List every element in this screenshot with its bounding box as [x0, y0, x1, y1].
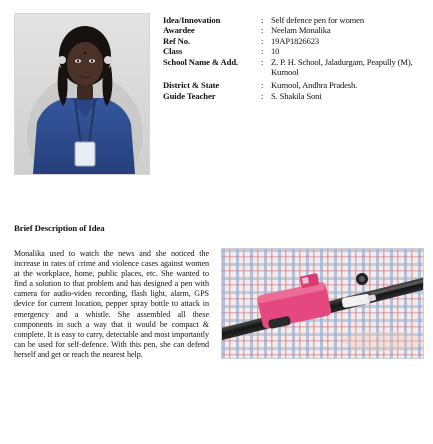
detail-label: Awardee	[163, 25, 195, 36]
detail-value: Kurnool, Andhra Pradesh.	[271, 80, 358, 91]
detail-separator: :	[261, 90, 264, 101]
detail-value: S. Shakila Soni	[271, 90, 322, 101]
detail-label: Ref No.	[163, 35, 190, 46]
detail-value: Z. P. H. School, Jaladurgam, Peapully (M), Kurnool	[271, 56, 413, 78]
awardee-details	[163, 15, 428, 101]
pen-prototype-icon	[222, 249, 423, 358]
awardee-photo	[14, 13, 150, 175]
detail-label: District & State	[163, 80, 220, 91]
detail-row-idea	[163, 15, 428, 25]
detail-value: Neelam Monalika	[271, 25, 331, 36]
detail-separator: :	[261, 15, 264, 25]
detail-separator: :	[261, 35, 264, 46]
detail-label: School Name & Add.	[163, 56, 239, 67]
detail-row-ref	[163, 36, 428, 46]
detail-separator: :	[261, 56, 264, 67]
student-portrait-icon	[15, 14, 149, 174]
detail-separator: :	[261, 25, 264, 36]
invention-photo	[221, 248, 424, 359]
section-title: Brief Description of Idea	[14, 223, 105, 233]
detail-value: 19AP1826623	[271, 35, 320, 46]
detail-label: Class	[163, 46, 183, 57]
detail-label: Idea/Innovation	[163, 15, 221, 25]
detail-row-district	[163, 77, 428, 90]
detail-value: 10	[271, 46, 280, 57]
detail-label: Guide Teacher	[163, 90, 216, 101]
detail-separator: :	[261, 80, 264, 91]
detail-separator: :	[261, 46, 264, 57]
detail-row-school	[163, 57, 428, 78]
detail-value: Self defence pen for women	[271, 15, 364, 25]
detail-row-guide	[163, 91, 428, 101]
idea-description: Monalika used to watch the news and she noticed the increase in rates of crime and violence cases against women at the workplace, home, public places, etc. She wanted to find a solution to that problem and has designed a pen with camera for audio-video recording, flash light, alarm, GPS device for current location, pepper spray bottle to attack in emergency and a whistle. She assembled all these components in such a way that it would be compact & complete. It is easy to carry, detectable and most importantly can be used for self-defence. With this pen, she can defend herself and get or reach the nearest help.	[14, 249, 209, 359]
detail-row-class	[163, 46, 428, 56]
detail-row-awardee	[163, 25, 428, 35]
